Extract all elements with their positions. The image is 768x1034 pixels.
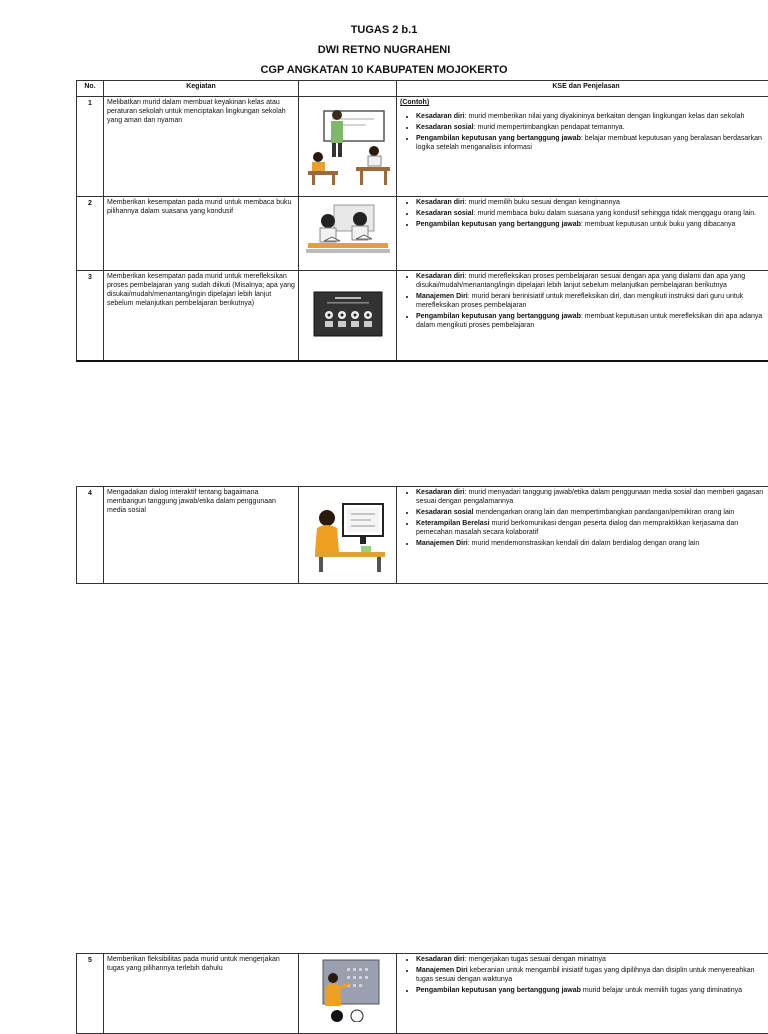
table-row (77, 97, 768, 197)
kse-list (400, 272, 768, 330)
table-row (77, 954, 768, 1034)
table-header-row (77, 81, 768, 97)
kse-table-3 (76, 953, 768, 1034)
kegiatan-cell: Memberikan kesempatan pada murid untuk merefleksikan proses pembelajaran yang sudah diikuti (Misalnya; apa yang disukai/mudah/menantang/ingin dipelajari lebih lanjut sebelum melanjutkan pembelajaran berikutnya) (104, 271, 299, 361)
list-item: • Kesadaran diri: murid menyadari tanggung jawab/etika dalam penggunaan media sosial dan memberi gagasan sesuai dengan pengalamannya (416, 488, 768, 506)
table-row (77, 487, 768, 584)
list-item: • Kesadaran sosial: murid membaca buku dalam suasana yang kondusif sehingga tidak menggagu orang lain. (416, 209, 768, 218)
list-item: • Pengambilan keputusan yang bertanggung jawab murid belajar untuk memilih tugas yang diminatinya (416, 986, 768, 995)
kegiatan-cell: Mengadakan dialog interaktif tentang bagaimana membangun tanggung jawab/etika dalam penggunaan media sosial (104, 487, 299, 584)
kse-list (400, 488, 768, 548)
reflection-illustration-icon (299, 271, 397, 361)
title-line-2: DWI RETNO NUGRAHENI (0, 40, 768, 60)
list-item: • Kesadaran diri: murid memilih buku sesuai dengan keinginannya (416, 198, 768, 207)
kegiatan-cell: Melibatkan murid dalam membuat keyakinan kelas atau peraturan sekolah untuk menciptakan lingkungan sekolah yang aman dan nyaman (104, 97, 299, 197)
header-kse: KSE dan Penjelasan (397, 81, 768, 97)
classroom-illustration-icon (299, 97, 397, 197)
kse-cell (397, 487, 768, 584)
kegiatan-cell: Memberikan fleksibilitas pada murid untuk mengerjakan tugas yang pilihannya terlebih dahulu (104, 954, 299, 1034)
kse-table-1 (76, 80, 768, 362)
list-item: • Pengambilan keputusan yang bertanggung jawab: membuat keputusan untuk buku yang dibacanya (416, 220, 768, 229)
kse-list (400, 955, 768, 995)
list-item: • Kesadaran diri: mengerjakan tugas sesuai dengan minatnya (416, 955, 768, 964)
row-number: 1 (77, 97, 104, 197)
table-row (77, 271, 768, 361)
list-item: • Keterampilan Berelasi murid berkomunikasi dengan peserta dialog dan mempraktikkan kerjasama dan pemecahan masalah secara kolaboratif (416, 519, 768, 537)
reading-illustration-icon (299, 197, 397, 271)
title-line-3: CGP ANGKATAN 10 KABUPATEN MOJOKERTO (0, 60, 768, 80)
row-number: 2 (77, 197, 104, 271)
row-number: 5 (77, 954, 104, 1034)
list-item: • Kesadaran diri: murid merefleksikan proses pembelajaran sesuai dengan apa yang dialami dan apa yang disukai/mudah/menantang/ingin dipelajari lebih lanjut sebelum melanjutkan pembelajaran berikutnya (416, 272, 768, 290)
list-item: • Kesadaran sosial mendengarkan orang lain dan mempertimbangkan pandangan/pemikiran orang lain (416, 508, 768, 517)
header-no: No. (77, 81, 104, 97)
kse-cell (397, 954, 768, 1034)
list-item: • Manajemen Diri: murid berani berinisiatif untuk merefleksikan diri, dan mengikuti instruksi dari guru untuk merefleksikan proses pembelajaran (416, 292, 768, 310)
kse-list (400, 112, 768, 152)
header-kegiatan: Kegiatan (104, 81, 299, 97)
kse-cell (397, 97, 768, 197)
kse-cell (397, 197, 768, 271)
list-item: • Manajemen Diri keberanian untuk mengambil inisiatif tugas yang dipilihnya dan disiplin untuk menyereahkan tugas sesuai dengan waktunya (416, 966, 768, 984)
teacher-illustration-icon (299, 954, 397, 1034)
document-title-block (0, 20, 768, 80)
dialog-illustration-icon (299, 487, 397, 584)
header-image (299, 81, 397, 97)
contoh-label: (Contoh) (400, 98, 768, 107)
list-item: • Kesadaran diri: murid memberikan nilai yang diyakininya berkaitan dengan lingkungan kelas dan sekolah (416, 112, 768, 121)
list-item: • Pengambilan keputusan yang bertanggung jawab: belajar membuat keputusan yang beralasan berdasarkan logika setelah menganalisis informasi (416, 134, 768, 152)
table-row (77, 197, 768, 271)
kse-cell (397, 271, 768, 361)
row-number: 4 (77, 487, 104, 584)
kegiatan-cell: Memberikan kesempatan pada murid untuk membaca buku pilihannya dalam suasana yang kondusif (104, 197, 299, 271)
list-item: • Manajemen Diri: murid mendemonstrasikan kendali diri dalam berdialog dengan orang lain (416, 539, 768, 548)
kse-list (400, 198, 768, 229)
list-item: • Pengambilan keputusan yang bertanggung jawab: membuat keputusan untuk merefleksikan diri apa adanya dalam mengikuti proses pembelajaran (416, 312, 768, 330)
row-number: 3 (77, 271, 104, 361)
title-line-1: TUGAS 2 b.1 (0, 20, 768, 40)
list-item: • Kesadaran sosial: murid mempertimbangkan pendapat temannya. (416, 123, 768, 132)
kse-table-2 (76, 486, 768, 584)
